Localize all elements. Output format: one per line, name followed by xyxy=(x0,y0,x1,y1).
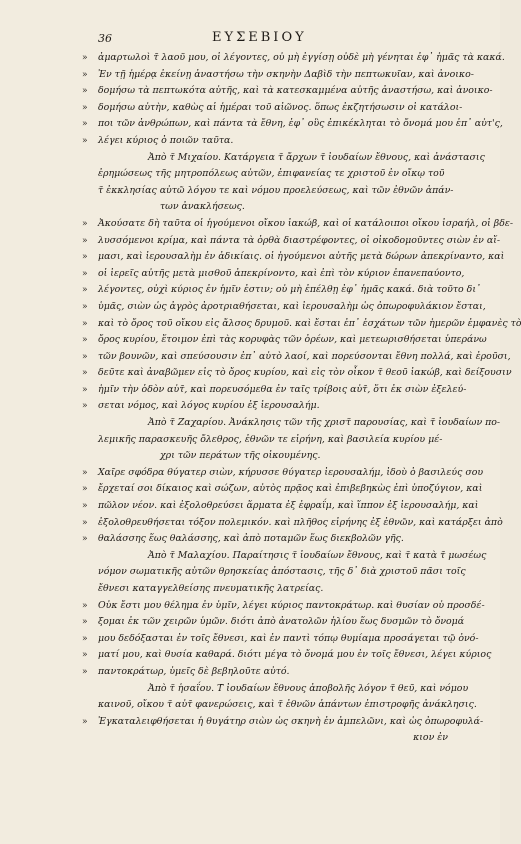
text-line xyxy=(98,150,485,167)
line-text: Χαῖρε σφόδρα θύγατερ σιὼν, κήρυσσε θύγατερ ἰερουσαλήμ, ἰδοὺ ὁ βασιλεύς σου xyxy=(98,466,484,478)
line-text: Ἀπὸ τ̃ Ζαχαρίου. Ἀνάκλησις τῶν τῆς χριστ̃ παρουσίας, καὶ τ̃ ἰουδαίων πο- xyxy=(148,417,501,429)
line-text: μασι, καὶ ἰερουσαλὴμ ἐν ἀδικίαις. οἱ ἡγούμενοι αὐτῆς μετὰ δώρων ἀπεκρίναντο, καὶ xyxy=(98,251,505,263)
line-text: ὑμᾶς, σιὼν ὡς ἀγρὸς ἀροτριαθήσεται, καὶ ἰερουσαλὴμ ὡς ὀπωροφυλάκιον ἔσται, xyxy=(98,300,486,312)
line-text: λέγει κύριος ὁ ποιῶν ταῦτα. xyxy=(98,134,234,146)
text-line xyxy=(82,116,503,133)
quote-mark: » xyxy=(82,666,88,677)
quote-mark: » xyxy=(82,650,88,661)
line-text: δομήσω τὰ πεπτωκότα αὐτῆς, καὶ τὰ κατεσκαμμένα αὐτῆς ἀναστήσω, καὶ ἀνοικο- xyxy=(98,85,493,97)
line-text: δομήσω αὐτὴν, καθὼς αἱ ἡμέραι τοῦ αἰῶνος. ὅπως ἐκζητήσωσιν οἱ κατάλοι- xyxy=(98,101,463,113)
quote-mark: » xyxy=(82,102,88,113)
text-line xyxy=(82,349,511,366)
text-line xyxy=(82,398,448,415)
quote-mark: » xyxy=(82,501,88,512)
line-text: σεται νόμος, καὶ λόγος κυρίου ἐξ ἰερουσαλήμ. xyxy=(98,400,320,412)
quote-mark: » xyxy=(82,335,88,346)
text-line xyxy=(82,714,484,731)
text-line xyxy=(82,83,493,100)
line-text: τῶν βουνῶν, καὶ σπεύσουσιν ἐπ᾽ αὐτὸ λαοί, καὶ πορεύσονται ἔθνη πολλά, καὶ ἐροῦσι, xyxy=(98,350,511,362)
line-text: ἡμῖν τὴν ὁδὸν αὐτ̃, καὶ πορευσόμεθα ἐν ταῖς τρίβοις αὐτ̃, ὅτι ἐκ σιὼν ἐξελεύ- xyxy=(98,383,467,395)
line-text: λέγοντες, οὐχὶ κύριος ἐν ἡμῖν ἐστιν; οὐ μὴ ἐπέλθῃ ἐφ᾽ ἡμᾶς κακά. διὰ τοῦτο δι᾽ xyxy=(98,284,481,296)
text-line xyxy=(82,481,483,498)
text-line xyxy=(82,332,487,349)
line-text: ματί μου, καὶ θυσία καθαρά. διότι μέγα τὸ ὄνομά μου ἐν τοῖς ἔθνεσι, λέγει κύριος xyxy=(98,649,492,661)
text-line xyxy=(82,249,505,266)
line-text: των ἀνακλήσεως. xyxy=(160,201,245,213)
text-line xyxy=(98,548,487,565)
text-line xyxy=(82,598,485,615)
line-text: λυσσόμενοι κρίμα, καὶ πάντα τὰ ὀρθὰ διαστρέφοντες, οἱ οἰκοδομοῦντες σιὼν ἐν αἵ- xyxy=(98,234,501,246)
quote-mark: » xyxy=(82,517,88,528)
text-line xyxy=(82,133,448,150)
text-line xyxy=(98,199,448,216)
line-text: Ἀπὸ τ̃ Μιχαίου. Κατάργεια τ̃ ἄρχων τ̃ ἰουδαίων ἔθνους, καὶ ἀνάστασις xyxy=(148,151,485,163)
quote-mark: » xyxy=(82,368,88,379)
running-head: ΕΥΣΕΒΙΟΥ xyxy=(212,30,307,45)
quote-mark: » xyxy=(82,218,88,229)
line-text: ἀμαρτωλοὶ τ̃ λαοῦ μου, οἱ λέγοντες, οὐ μὴ ἐγγίσῃ οὐδὲ μὴ γένηται ἐφ᾽ ἡμᾶς τὰ κακά. xyxy=(98,52,505,63)
line-text: Ἐγκαταλειφθήσεται ἡ θυγάτηρ σιὼν ὡς σκηνὴ ἐν ἀμπελῶνι, καὶ ὡς ὀπωροφυλά- xyxy=(98,715,484,727)
line-text: μου δεδόξασται ἐν τοῖς ἔθνεσι, καὶ ἐν παντὶ τόπῳ θυμίαμα προσάγεται τῷ ὀνό- xyxy=(98,632,479,644)
text-line xyxy=(98,448,448,465)
line-text: ποι τῶν ἀνθρώπων, καὶ πάντα τὰ ἔθνη, ἐφ᾽ οὓς ἐπικέκληται τὸ ὄνομά μου ἐπ᾽ αὐτ'ς, xyxy=(98,118,503,130)
text-line xyxy=(82,365,512,382)
line-text: ἔθνεσι καταγγελθείσης πνευματικῆς λατρείας. xyxy=(98,583,324,594)
quote-mark: » xyxy=(82,384,88,395)
line-text: Ἀπὸ τ̃ ἡσαΐου. Τ̃ ἰουδαίων ἔθνους ἀποβολῆς λόγον τ̃ θεῦ, καὶ νόμου xyxy=(148,682,469,694)
line-text: καινοῦ, οἴκου τ̃ αὐτ̃ φανερώσεις, καὶ τ̃ ἐθνῶν ἁπάντων ἐπιστροφῆς ἀνάκλησις. xyxy=(98,699,477,711)
line-text: δεῦτε καὶ ἀναβῶμεν εἰς τὸ ὄρος κυρίου, καὶ εἰς τὸν οἶκον τ̃ θεοῦ ἰακώβ, καὶ δείξουσιν xyxy=(98,367,512,379)
quote-mark: » xyxy=(82,301,88,312)
quote-mark: » xyxy=(82,467,88,478)
line-text: ἐρημώσεως τῆς μητροπόλεως αὐτῶν, ἐπιφανείας τε χριστοῦ ἐν οἴκῳ τοῦ xyxy=(98,168,445,180)
text-line xyxy=(82,67,474,84)
text-line xyxy=(98,415,501,432)
text-line xyxy=(82,216,514,233)
line-text: κιον ἐν xyxy=(413,732,448,744)
text-line xyxy=(82,647,492,664)
quote-mark: » xyxy=(82,633,88,644)
quote-mark: » xyxy=(82,268,88,279)
line-text: Ἀπὸ τ̃ Μαλαχίου. Παραίτησις τ̃ ἰουδαίων ἔθνους, καὶ τ̃ κατὰ τ̃ μωσέως xyxy=(148,549,487,561)
quote-mark: » xyxy=(82,401,88,412)
line-text: ξομαι ἐκ τῶν χειρῶν ὑμῶν. διότι ἀπὸ ἀνατολῶν ἡλίου ἕως δυσμῶν τὸ ὄνομά xyxy=(98,616,465,628)
quote-mark: » xyxy=(82,534,88,545)
line-text: θαλάσσης ἕως θαλάσσης, καὶ ἀπὸ ποταμῶν ἕως διεκβολῶν γῆς. xyxy=(98,533,404,545)
quote-mark: » xyxy=(82,285,88,296)
text-line xyxy=(82,465,484,482)
line-text: ἐξολοθρευθήσεται τόξον πολεμικόν. καὶ πλῆθος εἰρήνης ἐξ ἐθνῶν, καὶ κατάρξει ἀπὸ xyxy=(98,516,503,528)
body-text xyxy=(82,50,521,747)
text-line xyxy=(82,664,448,681)
quote-mark: » xyxy=(82,235,88,246)
quote-mark: » xyxy=(82,617,88,628)
quote-mark: » xyxy=(82,318,88,329)
text-line xyxy=(82,233,501,250)
line-text: ὄρος κυρίου, ἕτοιμον ἐπὶ τὰς κορυφὰς τῶν ὀρέων, καὶ μετεωρισθήσεται ὑπεράνω xyxy=(98,334,487,346)
line-text: Ἀκούσατε δὴ ταῦτα οἱ ἡγούμενοι οἴκου ἰακώβ, καὶ οἱ κατάλοιποι οἴκου ἰσραήλ, οἱ βδε- xyxy=(98,217,514,229)
line-text: ἔρχεταί σοι δίκαιος καὶ σώζων, αὐτὸς πρᾷος καὶ ἐπιβεβηκὼς ἐπὶ ὑποζύγιον, καὶ xyxy=(98,483,483,495)
line-text: Οὐκ ἔστι μου θέλημα ἐν ὑμῖν, λέγει κύριος παντοκράτωρ. καὶ θυσίαν οὐ προσδέ- xyxy=(98,599,485,611)
quote-mark: » xyxy=(82,351,88,362)
text-line xyxy=(82,100,463,117)
text-line xyxy=(82,316,521,333)
page-number: 36 xyxy=(98,32,112,45)
text-line xyxy=(98,681,469,698)
quote-mark: » xyxy=(82,484,88,495)
text-line xyxy=(82,299,486,316)
quote-mark: » xyxy=(82,600,88,611)
line-text: πῶλον νέον. καὶ ἐξολοθρεύσει ἅρματα ἐξ ἐφραΐμ, καὶ ἵππον ἐξ ἰερουσαλήμ, καὶ xyxy=(98,500,479,512)
line-text: Ἐν τῇ ἡμέρᾳ ἐκείνῃ ἀναστήσω τὴν σκηνὴν Δαβὶδ τὴν πεπτωκυῖαν, καὶ ἀνοικο- xyxy=(98,68,474,80)
text-line xyxy=(98,183,454,200)
quote-mark: » xyxy=(82,119,88,130)
quote-mark: » xyxy=(82,135,88,146)
quote-mark: » xyxy=(82,53,88,63)
line-text: χρι τῶν περάτων τῆς οἰκουμένης. xyxy=(160,450,321,462)
text-line xyxy=(82,614,465,631)
quote-mark: » xyxy=(82,69,88,80)
line-text: νόμον σωματικῆς αὐτῶν θρησκείας ἀπόστασις, τῆς δ᾽ διὰ χριστοῦ πᾶσι τοῖς xyxy=(98,566,466,578)
text-line xyxy=(82,631,479,648)
text-line xyxy=(82,498,479,515)
text-line xyxy=(82,531,448,548)
text-line xyxy=(82,266,465,283)
text-line xyxy=(98,730,448,747)
text-line xyxy=(98,697,477,714)
line-text: καὶ τὸ ὄρος τοῦ οἴκου εἰς ἄλσος δρυμοῦ. καὶ ἔσται ἐπ᾽ ἐσχάτων τῶν ἡμερῶν ἐμφανὲς τὸ xyxy=(98,317,521,329)
text-line xyxy=(98,564,466,581)
text-line xyxy=(98,581,448,598)
line-text: οἱ ἱερεῖς αὐτῆς μετὰ μισθοῦ ἀπεκρίνοντο, καὶ ἐπὶ τὸν κύριον ἐπανεπαύοντο, xyxy=(98,267,465,279)
quote-mark: » xyxy=(82,86,88,97)
text-line xyxy=(82,282,481,299)
line-text: λεμικῆς παρασκευῆς ὄλεθρος, ἐθνῶν τε εἰρήνη, καὶ βασιλεία κυρίου μέ- xyxy=(98,433,443,445)
text-line xyxy=(82,382,467,399)
text-line xyxy=(98,166,448,183)
text-line xyxy=(82,515,503,532)
text-line xyxy=(82,50,505,67)
line-text: παντοκράτωρ, ὑμεῖς δὲ βεβηλοῦτε αὐτό. xyxy=(98,665,290,677)
quote-mark: » xyxy=(82,716,88,727)
line-text: τ̃ ἐκκλησίας αὐτῶ λόγου τε καὶ νόμου προελεύσεως, καὶ τῶν ἐθνῶν ἁπάν- xyxy=(98,184,454,196)
text-line xyxy=(98,432,448,449)
quote-mark: » xyxy=(82,252,88,263)
